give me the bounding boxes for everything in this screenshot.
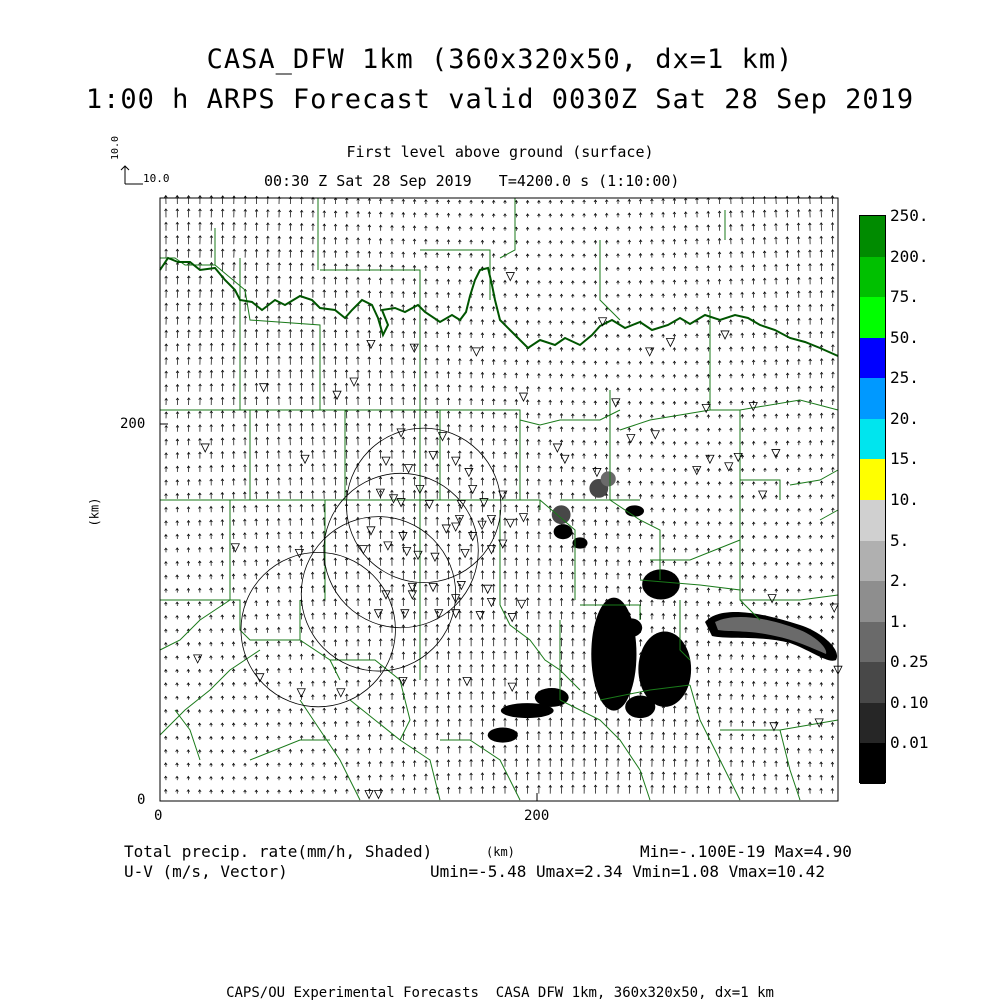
valid-time-label: 00:30 Z Sat 28 Sep 2019 T=4200.0 s (1:10:00) [264, 172, 679, 190]
wind-vector-field [164, 196, 834, 794]
reference-vector-u-label: 10.0 [143, 172, 170, 185]
chart-title-line2: 1:00 h ARPS Forecast valid 0030Z Sat 28 Sep 2019 [0, 84, 1000, 115]
chart-title-line1: CASA_DFW 1km (360x320x50, dx=1 km) [0, 44, 1000, 75]
level-label: First level above ground (surface) [0, 143, 1000, 161]
reference-vector-v-label: 10.0 [110, 136, 121, 160]
